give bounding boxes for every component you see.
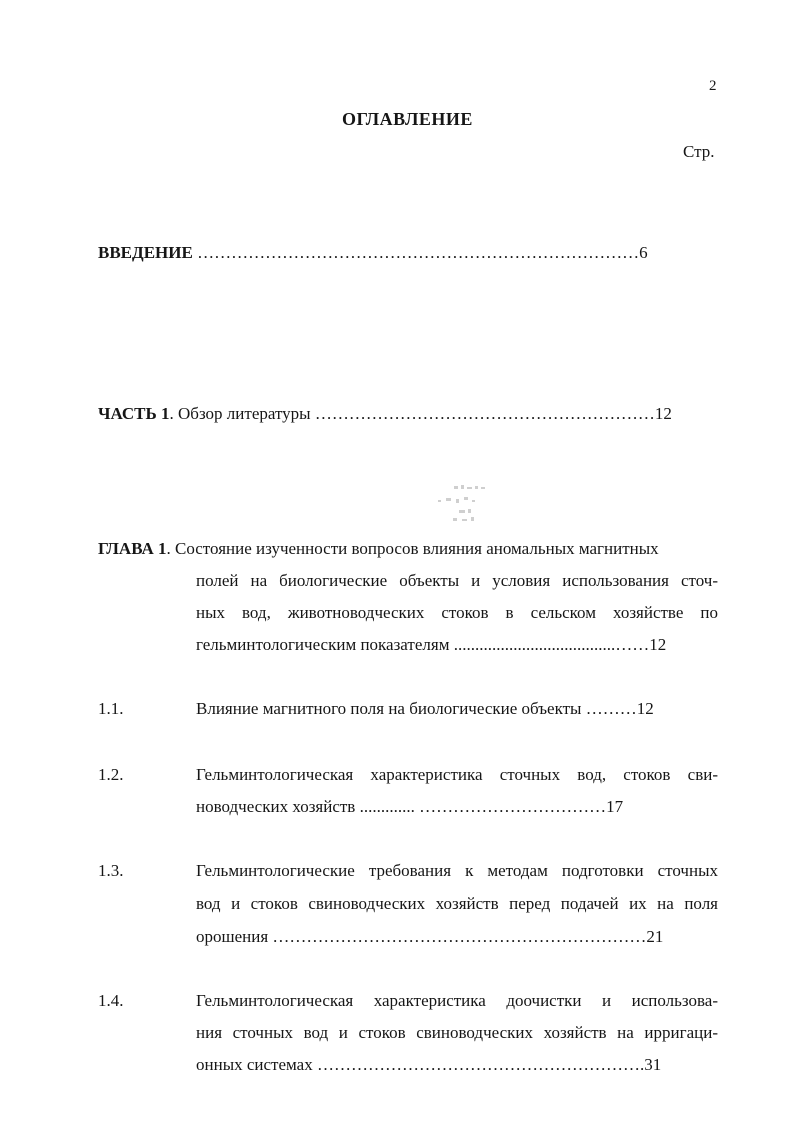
section-1-4-line3 [196, 1054, 661, 1075]
section-1-3-line3-text: орошения [196, 927, 269, 946]
section-1-4-dots: …………………………………………………. [312, 1055, 645, 1074]
section-1-4-page: 31 [644, 1055, 662, 1074]
part1-text: . Обзор литературы [169, 404, 311, 423]
part1-page: 12 [654, 404, 672, 423]
toc-entry-part1 [98, 403, 672, 424]
chapter1-line2: полей на биологические объекты и условия использования сточ- [196, 571, 718, 590]
section-1-1-title: Влияние магнитного поля на биологические объекты [196, 699, 582, 718]
section-1-3-line3 [196, 926, 663, 947]
section-1-2-dots: ............. …………………………… [355, 797, 607, 816]
intro-dots: …………………………………………………………………… [192, 243, 640, 262]
intro-page: 6 [639, 243, 648, 262]
toc-title: ОГЛАВЛЕНИЕ [342, 109, 473, 129]
section-1-3-number: 1.3. [98, 861, 124, 880]
page-column-label: Стр. [683, 142, 715, 161]
section-1-2-number: 1.2. [98, 765, 124, 784]
chapter1-line4-text: гельминтологическим показателям [196, 635, 450, 654]
toc-entry-chapter1-line1 [98, 538, 659, 559]
section-1-3-line2: вод и стоков свиноводческих хозяйств перед подачей их на поля [196, 894, 718, 913]
section-1-4-line2: ния сточных вод и стоков свиноводческих хозяйств на ирригаци- [196, 1023, 718, 1042]
section-1-1-page: 12 [636, 699, 654, 718]
section-1-4-line3-text: онных системах [196, 1055, 313, 1074]
part1-dots: …………………………………………………… [310, 404, 655, 423]
section-1-2-line2 [196, 796, 623, 817]
section-1-2-line2-text: новодческих хозяйств [196, 797, 356, 816]
chapter1-line4-dots: ......................................…… [449, 635, 650, 654]
chapter1-label: ГЛАВА 1 [98, 539, 167, 558]
section-1-3-dots: ………………………………………………………… [268, 927, 647, 946]
page-number: 2 [709, 78, 717, 94]
part1-label: ЧАСТЬ 1 [98, 404, 170, 423]
intro-label: ВВЕДЕНИЕ [98, 243, 193, 262]
section-1-1-line1 [196, 698, 654, 719]
library-stamp-image [426, 482, 506, 528]
toc-entry-intro [98, 242, 648, 263]
chapter1-line3: ных вод, животноводческих стоков в сельском хозяйстве по [196, 603, 718, 622]
section-1-2-page: 17 [606, 797, 624, 816]
section-1-3-line1: Гельминтологические требования к методам подготовки сточных [196, 861, 718, 880]
section-1-3-page: 21 [646, 927, 664, 946]
section-1-4-number: 1.4. [98, 991, 124, 1010]
section-1-2-line1: Гельминтологическая характеристика сточных вод, стоков сви- [196, 765, 718, 784]
section-1-1-dots: ……… [581, 699, 637, 718]
chapter1-line1: . Состояние изученности вопросов влияния аномальных магнитных [166, 539, 659, 558]
section-1-1-number: 1.1. [98, 699, 124, 718]
chapter1-line4 [196, 634, 666, 655]
section-1-4-line1: Гельминтологическая характеристика доочистки и использова- [196, 991, 718, 1010]
chapter1-page: 12 [649, 635, 667, 654]
